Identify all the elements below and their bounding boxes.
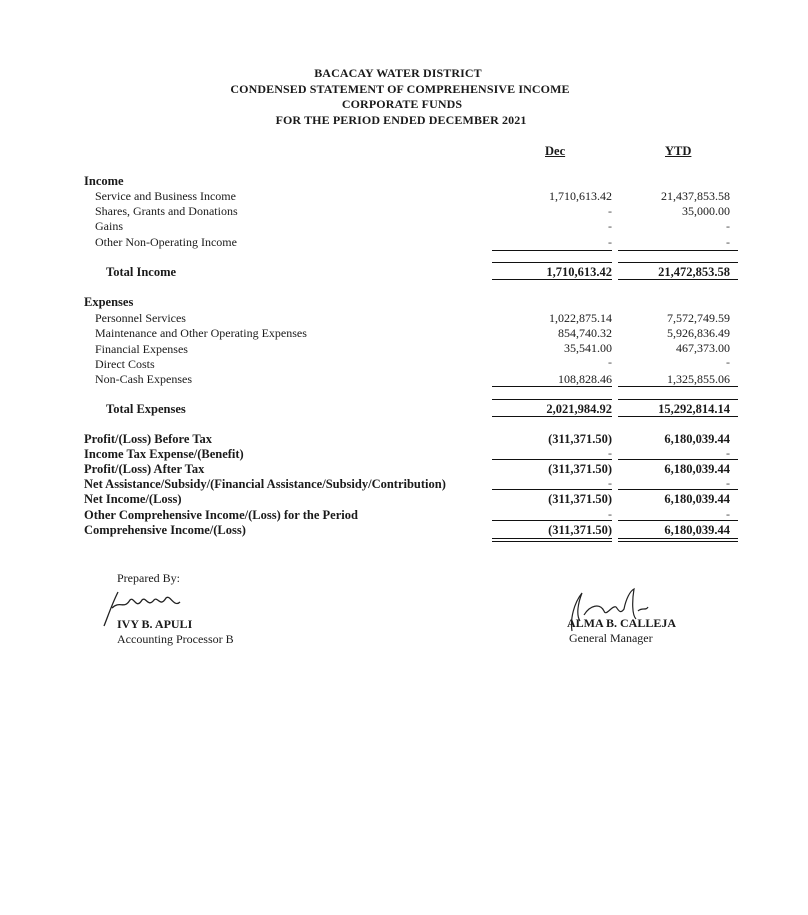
summary-ytd: -: [726, 476, 730, 490]
expense-item-label: Financial Expenses: [95, 342, 188, 356]
summary-label: Profit/(Loss) Before Tax: [84, 432, 213, 446]
summary-ytd: 6,180,039.44: [664, 462, 730, 476]
income-item-dec: -: [608, 219, 612, 233]
summary-dec: -: [608, 446, 612, 460]
double-rule: [492, 538, 612, 539]
summary-label: Other Comprehensive Income/(Loss) for the Period: [84, 508, 358, 522]
income-item-dec: 1,710,613.42: [549, 189, 612, 203]
org-name: BACACAY WATER DISTRICT: [314, 66, 482, 80]
subtotal-rule: [492, 489, 612, 490]
expense-item-ytd: 7,572,749.59: [667, 311, 730, 325]
income-item-ytd: -: [726, 235, 730, 249]
report-period: FOR THE PERIOD ENDED DECEMBER 2021: [275, 112, 527, 127]
expense-item-ytd: -: [726, 355, 730, 369]
income-heading: Income: [84, 174, 124, 188]
expense-item-dec: 1,022,875.14: [549, 311, 612, 325]
expenses-heading: Expenses: [84, 295, 134, 309]
subtotal-rule: [492, 250, 612, 251]
report-title: CONDENSED STATEMENT OF COMPREHENSIVE INCOME: [230, 81, 570, 96]
expense-item-label: Non-Cash Expenses: [95, 372, 192, 386]
summary-dec: (311,371.50): [548, 523, 612, 537]
total-rule-top: [618, 399, 738, 400]
summary-ytd: -: [726, 446, 730, 460]
total-income-label: Total Income: [106, 265, 177, 279]
expense-item-label: Personnel Services: [95, 311, 186, 325]
income-item-dec: -: [608, 235, 612, 249]
subtotal-rule: [618, 250, 738, 251]
expense-item-dec: -: [608, 355, 612, 369]
expense-item-ytd: 467,373.00: [676, 341, 730, 355]
prepared-by-label: Prepared By:: [117, 571, 180, 585]
summary-label: Comprehensive Income/(Loss): [84, 523, 246, 537]
preparer-title: Accounting Processor B: [117, 632, 234, 646]
double-rule: [618, 541, 738, 542]
total-rule-top: [618, 262, 738, 263]
total-income-ytd: 21,472,853.58: [658, 265, 730, 279]
subtotal-rule: [492, 386, 612, 387]
expense-item-dec: 854,740.32: [558, 326, 612, 340]
preparer-name: IVY B. APULI: [117, 617, 193, 631]
total-rule-bottom: [492, 416, 612, 417]
income-item-label: Gains: [95, 219, 123, 233]
total-rule-bottom: [618, 279, 738, 280]
subtotal-rule: [618, 459, 738, 460]
income-item-ytd: 21,437,853.58: [661, 189, 730, 203]
summary-dec: (311,371.50): [548, 462, 612, 476]
total-expenses-ytd: 15,292,814.14: [658, 402, 730, 416]
summary-label: Net Assistance/Subsidy/(Financial Assistance/Subsidy/Contribution): [84, 477, 446, 491]
summary-dec: (311,371.50): [548, 432, 612, 446]
income-item-label: Other Non-Operating Income: [95, 235, 237, 249]
summary-label: Profit/(Loss) After Tax: [84, 462, 205, 476]
income-item-ytd: -: [726, 219, 730, 233]
summary-dec: -: [608, 507, 612, 521]
column-header-dec: Dec: [545, 144, 566, 158]
approver-name: ALMA B. CALLEJA: [567, 616, 677, 630]
expense-item-label: Maintenance and Other Operating Expenses: [95, 326, 307, 340]
double-rule: [492, 541, 612, 542]
subtotal-rule: [492, 459, 612, 460]
income-item-ytd: 35,000.00: [682, 204, 730, 218]
report-header: [0, 66, 808, 128]
summary-dec: -: [608, 476, 612, 490]
double-rule: [618, 538, 738, 539]
income-item-label: Shares, Grants and Donations: [95, 204, 238, 218]
summary-label: Income Tax Expense/(Benefit): [84, 447, 244, 461]
summary-ytd: 6,180,039.44: [664, 523, 730, 537]
summary-dec: (311,371.50): [548, 492, 612, 506]
total-rule-bottom: [492, 279, 612, 280]
total-expenses-label: Total Expenses: [106, 402, 186, 416]
expense-item-label: Direct Costs: [95, 357, 155, 371]
approver-title: General Manager: [569, 631, 653, 645]
income-item-label: Service and Business Income: [95, 189, 236, 203]
expense-item-ytd: 1,325,855.06: [667, 372, 730, 386]
summary-ytd: 6,180,039.44: [664, 432, 730, 446]
subtotal-rule: [618, 520, 738, 521]
expense-item-dec: 108,828.46: [558, 372, 612, 386]
summary-ytd: -: [726, 507, 730, 521]
summary-ytd: 6,180,039.44: [664, 492, 730, 506]
total-rule-top: [492, 399, 612, 400]
expense-item-ytd: 5,926,836.49: [667, 326, 730, 340]
total-rule-bottom: [618, 416, 738, 417]
subtotal-rule: [618, 386, 738, 387]
subtotal-rule: [618, 489, 738, 490]
total-expenses-dec: 2,021,984.92: [546, 402, 612, 416]
column-header-ytd: YTD: [665, 144, 692, 158]
total-income-dec: 1,710,613.42: [546, 265, 612, 279]
subtotal-rule: [492, 520, 612, 521]
income-item-dec: -: [608, 204, 612, 218]
summary-label: Net Income/(Loss): [84, 492, 182, 506]
total-rule-top: [492, 262, 612, 263]
fund-name: CORPORATE FUNDS: [341, 97, 463, 111]
expense-item-dec: 35,541.00: [564, 341, 612, 355]
